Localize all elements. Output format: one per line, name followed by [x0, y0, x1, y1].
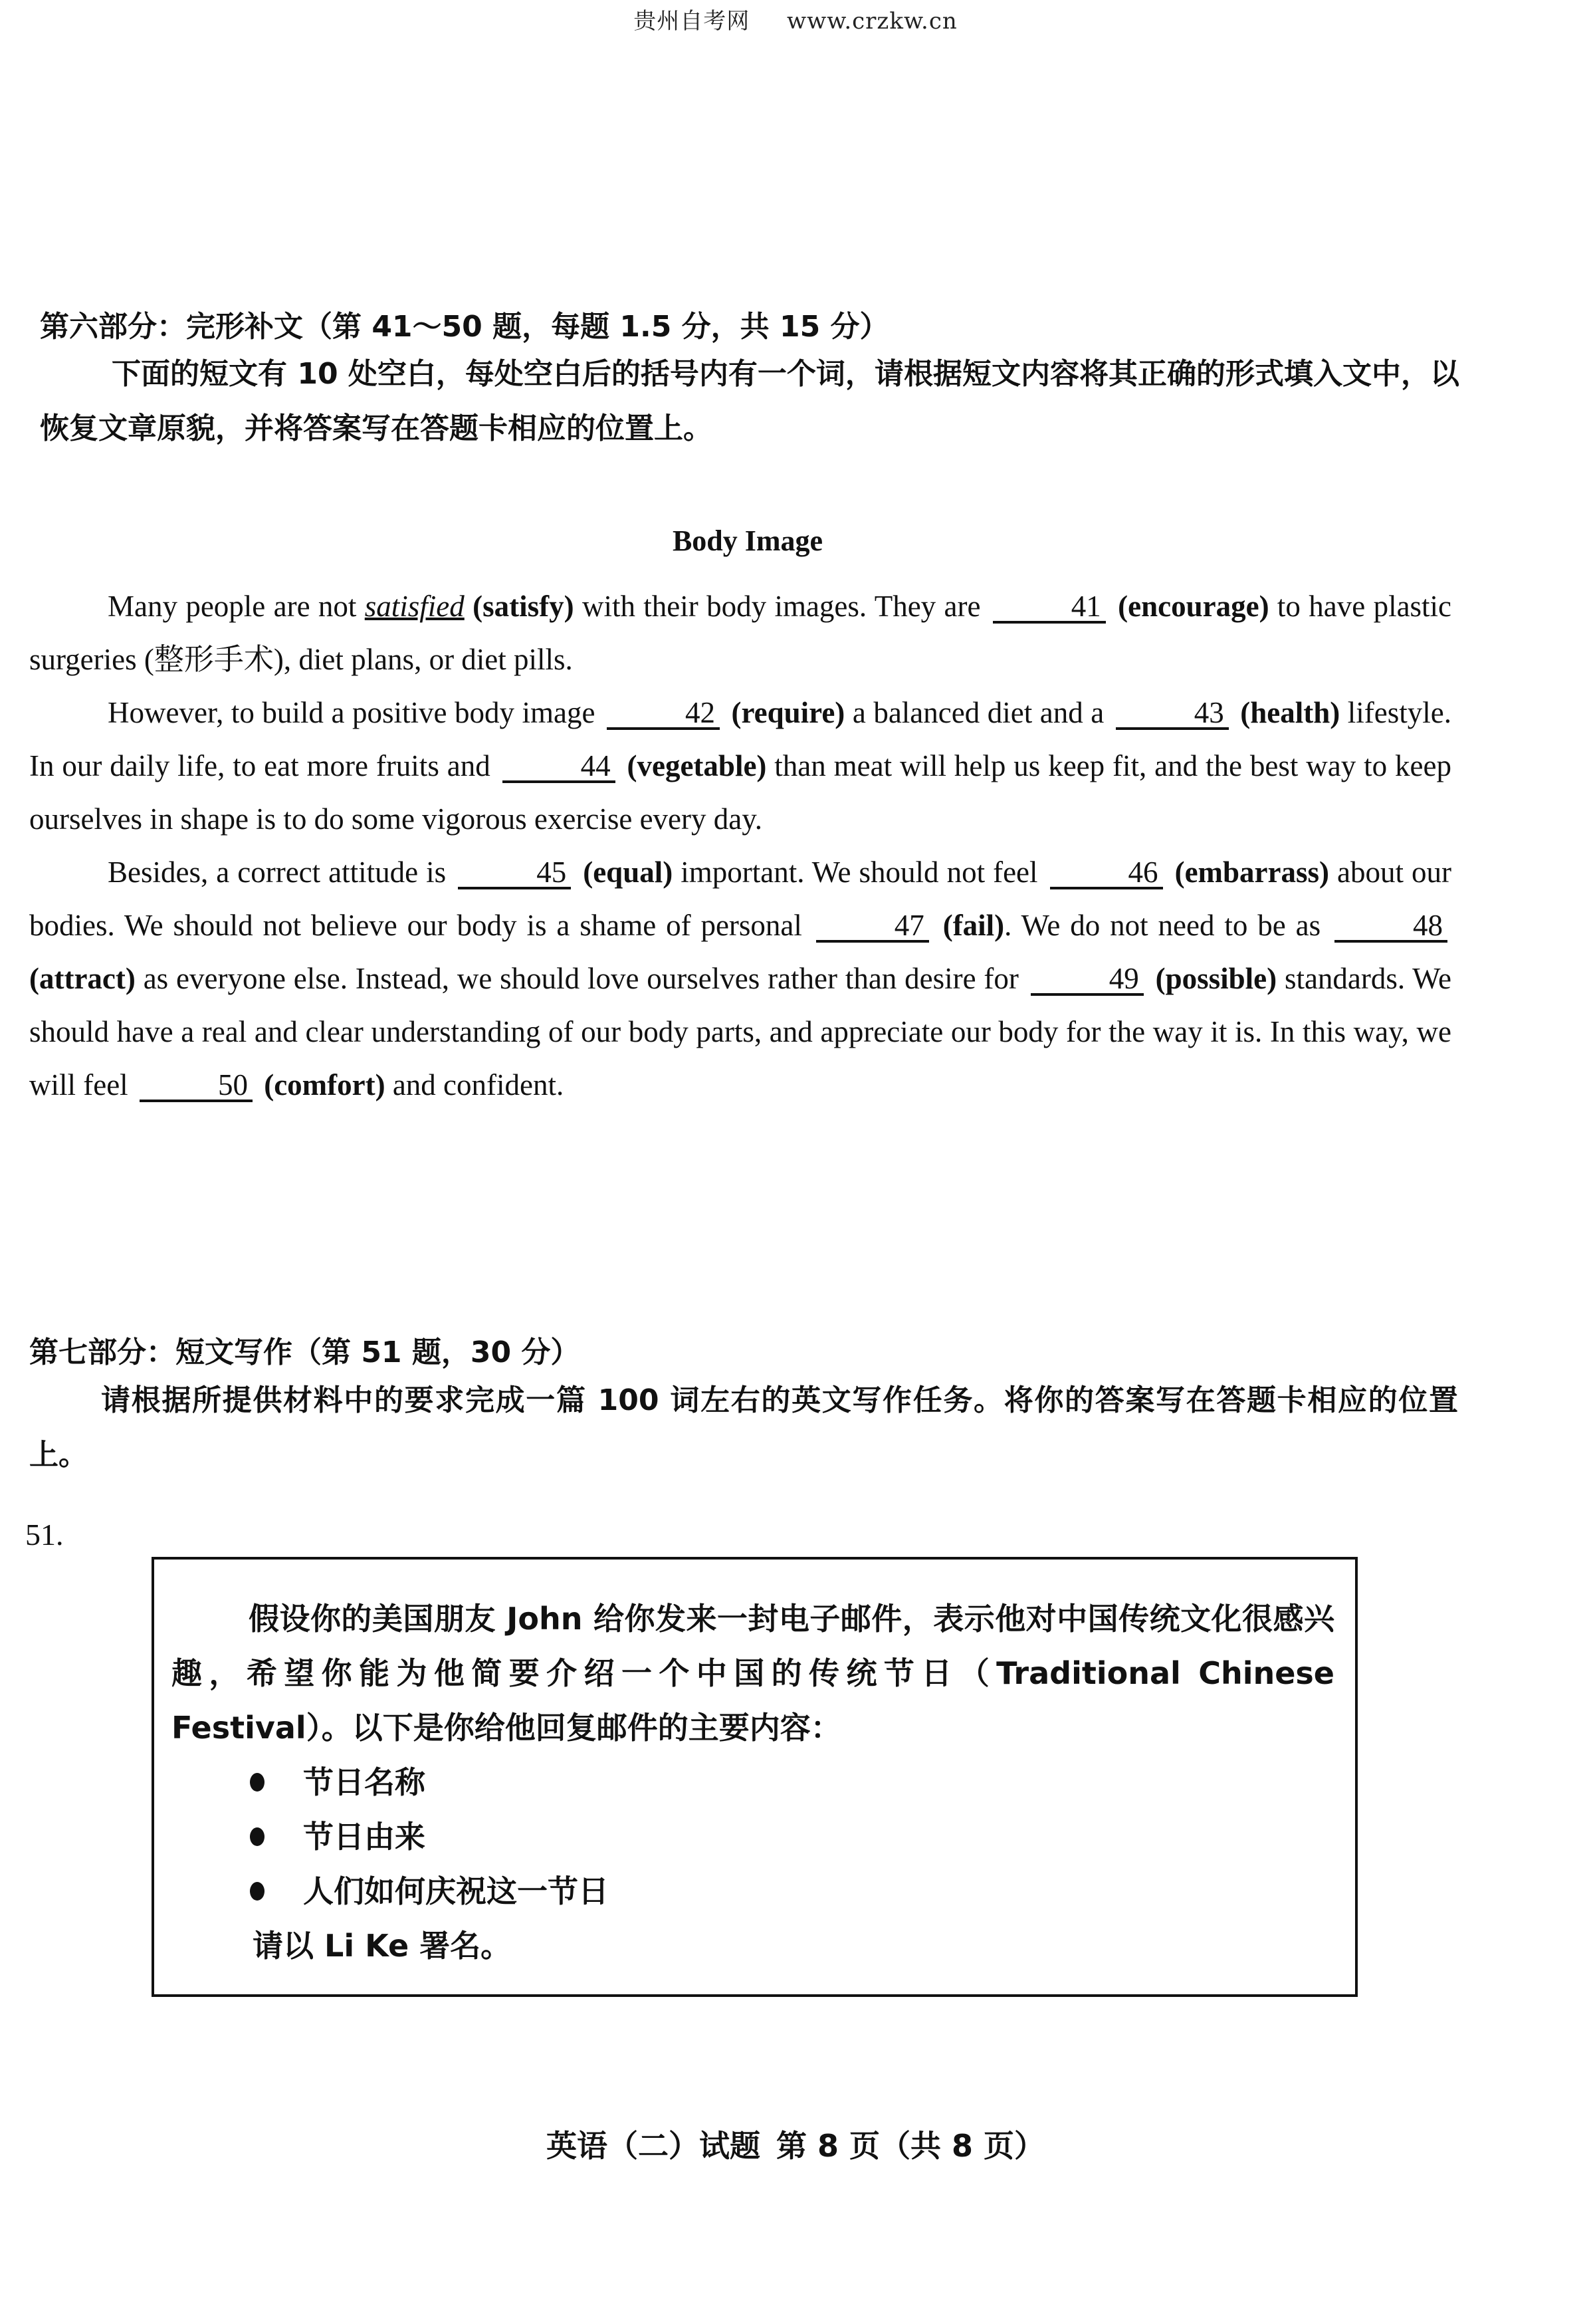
bullet-icon: [250, 1882, 265, 1901]
word-hint: (require): [731, 696, 845, 729]
blank-41: 41: [993, 592, 1106, 624]
task-bullet: [250, 1864, 1334, 1918]
part7-heading: 第七部分：短文写作（第 51 题，30 分）: [29, 1336, 580, 1369]
blank-48: 48: [1334, 911, 1447, 943]
word-hint: (attract): [29, 962, 136, 995]
passage-text: . We do not need to be as: [1004, 909, 1331, 942]
bullet-icon: [250, 1827, 265, 1846]
blank-49: 49: [1031, 964, 1144, 996]
task-bullets: [171, 1755, 1334, 1918]
word-hint: (embarrass): [1174, 856, 1330, 889]
task-bullet: [250, 1755, 1334, 1809]
part6-heading: 第六部分：完形补文（第 41～50 题，每题 1.5 分，共 15 分）: [40, 310, 889, 344]
passage-text: about our bodies. We should not believe our body is a shame of personal: [29, 856, 1452, 942]
question-number: 51.: [25, 1518, 64, 1552]
word-hint: (possible): [1155, 962, 1277, 995]
word-hint: (health): [1240, 696, 1340, 729]
passage-text: [933, 909, 943, 942]
passage-text: [724, 696, 732, 729]
passage-body: [29, 580, 1451, 1111]
part6-instructions: 下面的短文有 10 处空白，每处空白后的括号内有一个词，请根据短文内容将其正确的形式填入文中，以恢复文章原貌，并将答案写在答题卡相应的位置上。: [40, 357, 1459, 445]
bullet-text: 节日名称: [303, 1764, 425, 1800]
passage-text: to have plastic surgeries (整形手术), diet plans, or diet pills.: [29, 590, 1452, 676]
passage-paragraph: [29, 580, 1451, 686]
bullet-icon: [250, 1773, 265, 1792]
passage-paragraph: [29, 846, 1451, 1111]
passage-text: [465, 590, 473, 623]
passage-text: Besides, a correct attitude is: [108, 856, 455, 889]
task-bullet: [250, 1809, 1334, 1864]
word-hint: (fail): [942, 909, 1005, 942]
blank-46: 46: [1050, 858, 1163, 889]
signature-note: 请以 Li Ke 署名。: [253, 1928, 512, 1964]
task-content: [171, 1591, 1334, 1973]
word-hint: (satisfy): [473, 590, 574, 623]
blank-44: 44: [502, 751, 615, 783]
blank-42: 42: [607, 698, 720, 730]
page-footer: [0, 2122, 1591, 2166]
site-name: 贵州自考网: [633, 8, 750, 35]
passage-text: and confident.: [385, 1068, 564, 1102]
passage-title: Body Image: [672, 524, 823, 557]
bullet-text: 人们如何庆祝这一节日: [303, 1873, 609, 1909]
passage-text: lifestyle. In our daily life, to eat more fruits and: [29, 696, 1451, 782]
word-hint: (comfort): [264, 1068, 385, 1102]
blank-45: 45: [458, 858, 571, 889]
passage-text: standards. We should have a real and clear understanding of our body parts, and appreciate our body for the way it is. In this way, we will feel: [29, 962, 1452, 1102]
part7-instructions: 请根据所提供材料中的要求完成一篇 100 词左右的英文写作任务。将你的答案写在答题卡相应的位置上。: [29, 1383, 1458, 1472]
passage-text: [1148, 962, 1156, 995]
passage-text: Many people are not: [108, 590, 365, 623]
page-header: [0, 3, 1591, 35]
passage-text: a balanced diet and a: [845, 696, 1112, 729]
writing-task-box: [152, 1557, 1358, 1997]
passage-text: as everyone else. Instead, we should love ourselves rather than desire for: [135, 962, 1027, 995]
passage-text: important. We should not feel: [673, 856, 1046, 889]
passage-text: with their body images. They are: [574, 590, 989, 623]
passage-text: [257, 1068, 264, 1102]
word-hint: (encourage): [1118, 590, 1269, 623]
word-hint: (equal): [583, 856, 673, 889]
passage-text: [575, 856, 583, 889]
blank-43: 43: [1116, 698, 1229, 730]
passage-paragraph: [29, 686, 1451, 846]
passage-text: [1167, 856, 1175, 889]
passage-text: [619, 749, 627, 782]
passage-text: than meat will help us keep fit, and the best way to keep ourselves in shape is to do some vigorous exercise every day.: [29, 749, 1451, 836]
word-hint: (vegetable): [627, 749, 767, 782]
footer-subject: 英语（二）试题: [546, 2128, 760, 2164]
footer-page-info: 第 8 页（共 8 页）: [776, 2128, 1045, 2164]
blank-47: 47: [816, 911, 929, 943]
site-url: www.crzkw.cn: [787, 8, 958, 35]
task-lead: 假设你的美国朋友 John 给你发来一封电子邮件，表示他对中国传统文化很感兴趣，希望你能为他简要介绍一个中国的传统节日（Traditional Chinese Festival）。以下是你给他回复邮件的主要内容：: [171, 1601, 1334, 1746]
passage-text: [1110, 590, 1118, 623]
blank-50: 50: [140, 1070, 253, 1102]
passage-text: [1233, 696, 1241, 729]
example-answer: satisfied: [364, 590, 465, 623]
bullet-text: 节日由来: [303, 1819, 425, 1855]
passage-text: However, to build a positive body image: [108, 696, 603, 729]
